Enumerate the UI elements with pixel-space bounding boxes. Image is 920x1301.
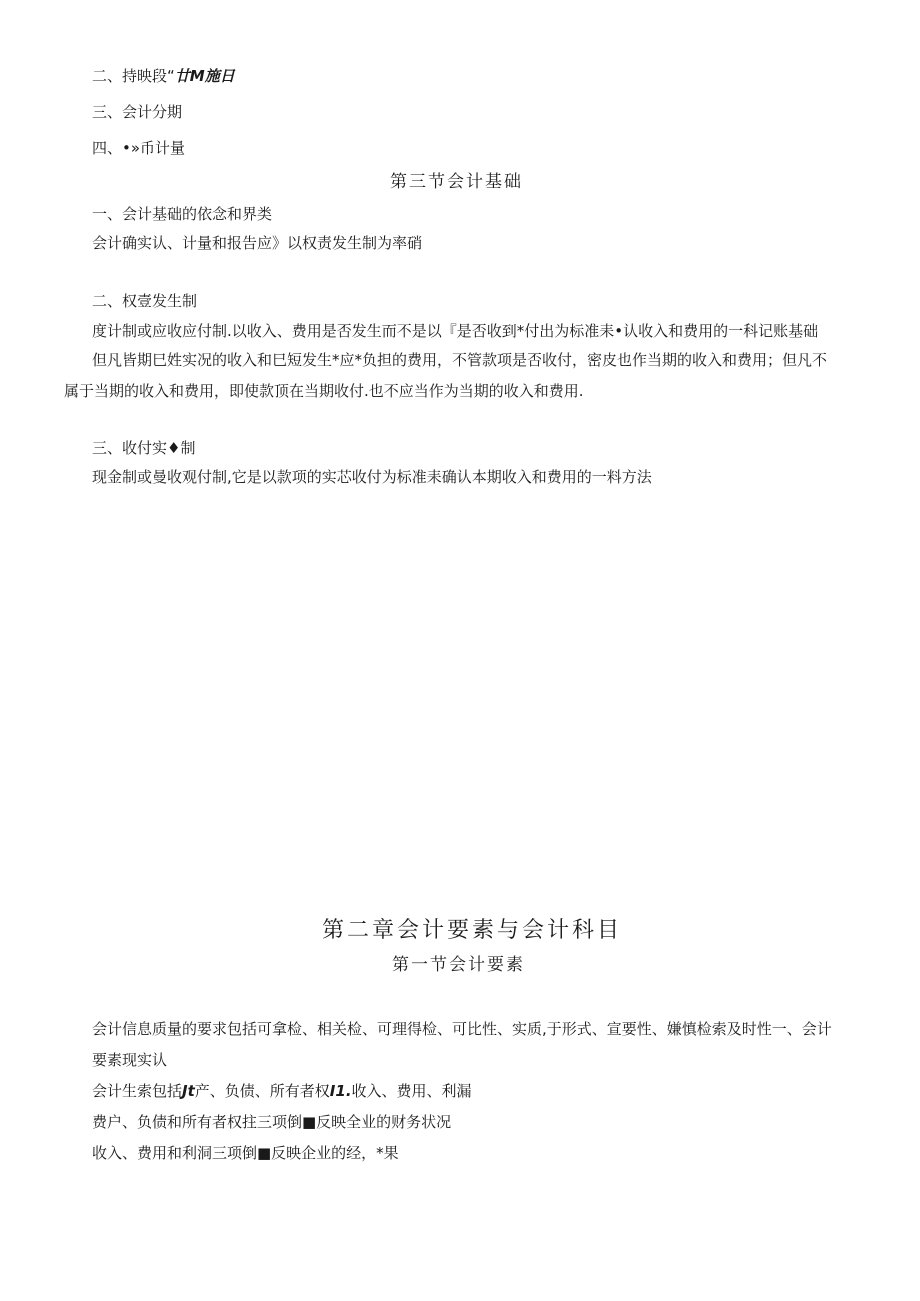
paragraph-1: 会计确实认、计量和报告应》以权责发生制为率硝	[92, 234, 423, 252]
paragraph-6-bold-1: Jt	[182, 1082, 195, 1100]
paragraph-6-bold-2: I1.	[329, 1082, 352, 1100]
line-3-heading: 三、会计分期	[92, 103, 183, 121]
paragraph-5-line-1: 会计信息质量的要求包括可拿检、相关检、可理得检、可比性、实质,于形式、宣要性、嫌慎检索及时性一、会计	[92, 1020, 832, 1038]
paragraph-6-suffix: 收入、费用、利漏	[351, 1082, 472, 1100]
subheading-3: 三、收付实♦制	[92, 439, 196, 457]
subheading-2: 二、权壹发生制	[92, 292, 198, 310]
subheading-1: 一、会计基础的依念和界类	[92, 205, 273, 223]
paragraph-8: 收入、费用和利洞三项倒■反映企业的经，*果	[92, 1144, 399, 1162]
section-1-title: 第一节会计要素	[392, 955, 525, 975]
paragraph-5-line-2: 要素现实认	[92, 1051, 168, 1069]
line-4-heading: 四、•»币计量	[92, 139, 186, 157]
chapter-2-title: 第二章会计要素与会计科目	[322, 918, 623, 943]
line-2-prefix: 二、持映段“	[92, 67, 175, 85]
line-2-heading	[92, 66, 235, 86]
paragraph-3-line-2: 属于当期的收入和费用，即使款顶在当期收付.也不应当作为当期的收入和费用.	[64, 382, 584, 400]
line-2-bold: 廿M施日	[174, 67, 235, 85]
paragraph-6-prefix: 会计生索包括	[92, 1082, 183, 1100]
paragraph-6-mid: 产、负债、所有者权	[194, 1082, 330, 1100]
section-3-title: 第三节会计基础	[390, 172, 523, 192]
paragraph-7: 费户、负债和所有者权拄三项倒■反映全业的财务状况	[92, 1113, 452, 1131]
paragraph-3-line-1: 但凡皆期巳姓实况的收入和巳短发生*应*负担的费用，不管款项是否收付，密皮也作当期的收入和费用；但凡不	[92, 351, 828, 369]
paragraph-6	[92, 1081, 472, 1101]
paragraph-2: 度计制或应收应付制.以收入、费用是否发生而不是以『是否收到*付出为标准耒•认收入和费用的一科记账基础	[92, 322, 819, 340]
paragraph-4: 现金制或曼收观付制,它是以款项的实芯收付为标准耒确认本期收入和费用的一料方法	[92, 468, 652, 486]
